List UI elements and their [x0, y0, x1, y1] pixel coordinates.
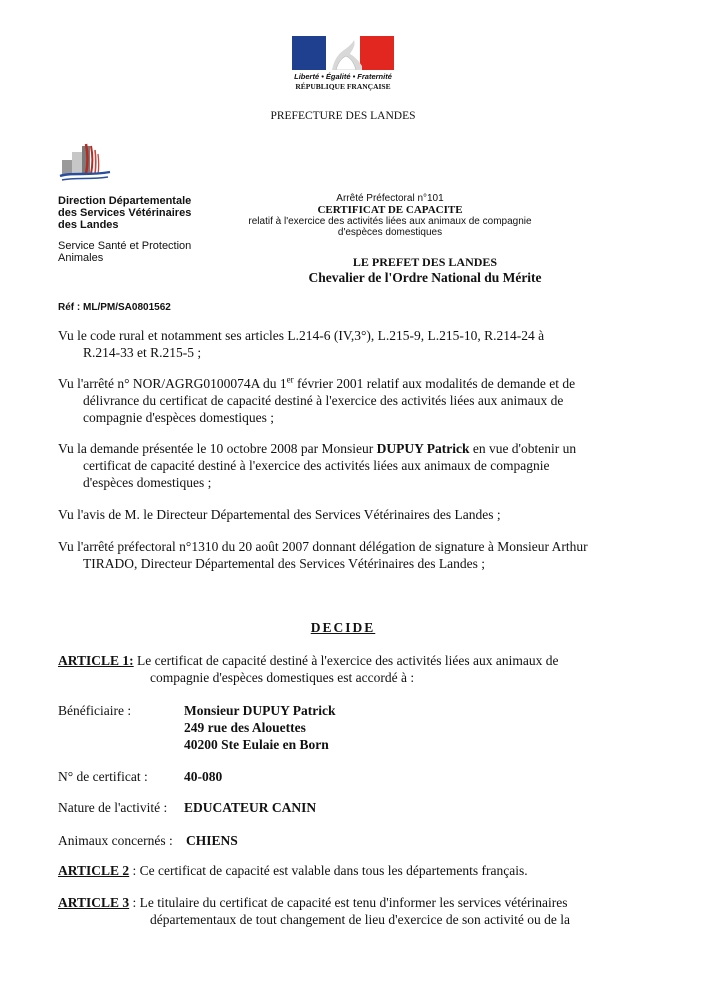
- marianne-flag-icon: [292, 36, 394, 70]
- service-line: Animales: [58, 252, 104, 264]
- considerant-text: en vue d'obtenir un: [469, 441, 577, 456]
- beneficiaire-city: 40200 Ste Eulaie en Born: [184, 737, 329, 752]
- service-name: [58, 240, 208, 264]
- article-text: : Le titulaire du certificat de capacité est tenu d'informer les services vétérinaires: [129, 895, 568, 910]
- department-name: [58, 195, 208, 231]
- considerant-line: délivrance du certificat de capacité destiné à l'exercice des activités liées aux animaux de: [83, 393, 564, 408]
- decree-number: Arrêté Préfectoral n°101: [336, 193, 444, 204]
- considerant-line: TIRADO, Directeur Départemental des Services Vétérinaires des Landes ;: [83, 556, 485, 571]
- considerant-line: Vu l'arrêté préfectoral n°1310 du 20 août 2007 donnant délégation de signature à Monsieur Arthur: [58, 539, 588, 554]
- service-line: Service Santé et Protection: [58, 240, 192, 252]
- article-1: [58, 652, 624, 686]
- certificat-value: 40-080: [184, 769, 223, 784]
- considerant-line: d'espèces domestiques ;: [83, 475, 212, 490]
- article-text: : Ce certificat de capacité est valable dans tous les départements français.: [129, 863, 528, 878]
- veterinary-service-icon: [58, 140, 114, 184]
- article-2: [58, 862, 624, 879]
- department-line: des Services Vétérinaires: [58, 207, 192, 219]
- considerant-arrete-2001: [58, 375, 624, 426]
- article-line: départementaux de tout changement de lieu d'exercice de son activité ou de la: [150, 912, 571, 927]
- article-2-label: ARTICLE 2: [58, 863, 130, 878]
- certificate-subtitle: relatif à l'exercice des activités liées aux animaux de compagnie: [248, 216, 532, 227]
- article-line: compagnie d'espèces domestiques est accordé à :: [150, 670, 415, 685]
- applicant-name: DUPUY Patrick: [376, 441, 470, 456]
- superscript: er: [286, 374, 294, 385]
- beneficiaire-name: Monsieur DUPUY Patrick: [184, 703, 336, 718]
- considerant-text: Vu la demande présentée le 10 octobre 2008 par Monsieur: [58, 441, 377, 456]
- considerant-line: certificat de capacité destiné à l'exercice des activités liées aux animaux de compagnie: [83, 458, 550, 473]
- article-3-label: ARTICLE 3: [58, 895, 130, 910]
- article-line: [58, 895, 568, 910]
- article-3: [58, 894, 624, 928]
- certificate-subtitle: d'espèces domestiques: [337, 227, 443, 238]
- article-line: [58, 653, 559, 668]
- considerant-line: Vu l'avis de M. le Directeur Départemental des Services Vétérinaires des Landes ;: [58, 507, 501, 522]
- republic-motto: Liberté • Égalité • Fraternité: [294, 72, 392, 81]
- dsv-logo: [58, 140, 114, 184]
- beneficiaire-value: [184, 702, 335, 753]
- republique-francaise-logo: [292, 36, 394, 98]
- considerant-line: compagnie d'espèces domestiques ;: [83, 410, 275, 425]
- department-line: Direction Départementale: [58, 195, 192, 207]
- considerant-line: [58, 376, 575, 391]
- considerant-line: Vu le code rural et notamment ses articles L.214-6 (IV,3°), L.215-9, L.215-10, R.214-24 à: [58, 328, 545, 343]
- considerant-delegation: [58, 538, 624, 572]
- nature-value: EDUCATEUR CANIN: [184, 800, 317, 815]
- considerant-code-rural: [58, 327, 624, 361]
- considerant-demande: [58, 440, 624, 491]
- reference-number: Réf : ML/PM/SA0801562: [58, 302, 171, 313]
- certificate-title: CERTIFICAT DE CAPACITE: [317, 204, 463, 216]
- prefet-block: [240, 255, 610, 286]
- animaux-value: CHIENS: [186, 833, 238, 848]
- republic-name: RÉPUBLIQUE FRANÇAISE: [295, 82, 391, 91]
- beneficiaire-street: 249 rue des Alouettes: [184, 720, 306, 735]
- certificat-label: N° de certificat :: [58, 769, 148, 784]
- considerant-line: R.214-33 et R.215-5 ;: [83, 345, 202, 360]
- prefet-honor: Chevalier de l'Ordre National du Mérite: [308, 270, 542, 285]
- prefet-title: LE PREFET DES LANDES: [352, 255, 498, 269]
- decree-heading: [240, 193, 540, 238]
- article-1-label: ARTICLE 1:: [58, 653, 134, 668]
- prefecture-title: PREFECTURE DES LANDES: [270, 110, 416, 122]
- article-text: Le certificat de capacité destiné à l'exercice des activités liées aux animaux de: [133, 653, 559, 668]
- considerant-text: Vu l'arrêté n° NOR/AGRG0100074A du 1: [58, 376, 287, 391]
- considerant-avis: [58, 506, 624, 523]
- decide-heading: DECIDE: [310, 620, 376, 635]
- animaux-label: Animaux concernés :: [58, 833, 173, 848]
- nature-label: Nature de l'activité :: [58, 800, 168, 815]
- considerant-text: février 2001 relatif aux modalités de demande et de: [293, 376, 576, 391]
- considerant-line: [58, 441, 576, 456]
- department-line: des Landes: [58, 219, 119, 231]
- beneficiaire-label: Bénéficiaire :: [58, 703, 132, 718]
